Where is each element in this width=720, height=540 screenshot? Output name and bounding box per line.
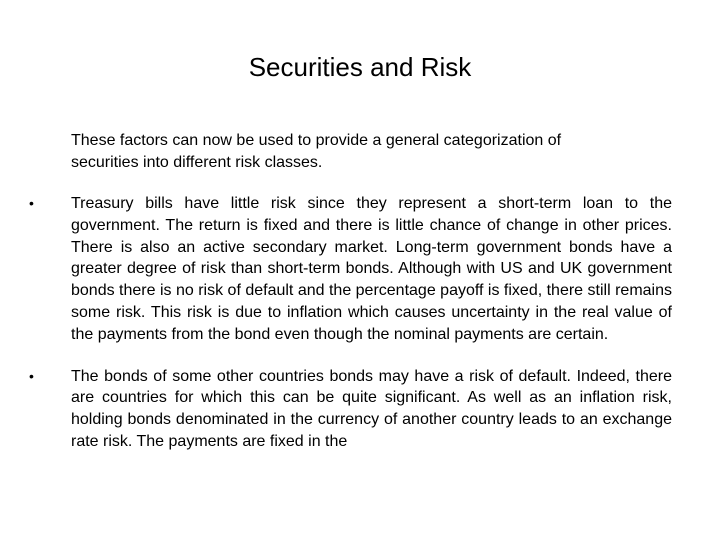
bullet-item-foreign-bonds [0, 366, 672, 453]
bullet-dot-icon: • [29, 367, 34, 384]
bullet-text: The bonds of some other countries bonds may have a risk of default. Indeed, there are countries for which this can be quite significant. As well as an inflation risk, holding bonds denominated in the currency of another country leads to an exchange rate risk. The payments are fixed in the [71, 367, 672, 450]
bullet-dot-icon: • [29, 195, 34, 211]
bullet-list [0, 193, 720, 473]
slide-title: Securities and Risk [248, 52, 472, 82]
bullet-item-treasury-bills [0, 193, 672, 346]
bullet-text: Treasury bills have little risk since they represent a short-term loan to the government. The return is fixed and there is little chance of change in other prices. There is also an active secondary market. Long-term government bonds have a greater degree of risk than short-term bonds. Although with US and UK government bonds there is no risk of default and the percentage payoff is fixed, there still remains some risk. This risk is due to inflation which causes uncertainty in the real value of the payments from the bond even though the nominal payments are certain. [71, 195, 672, 343]
intro-paragraph: These factors can now be used to provide a general categorization of securities into different risk classes. [71, 132, 562, 171]
